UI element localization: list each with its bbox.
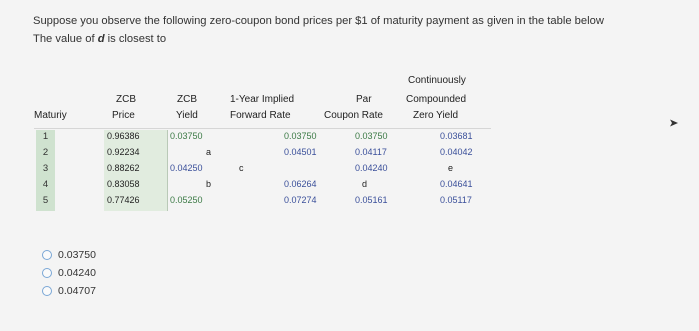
option-1[interactable] bbox=[42, 247, 162, 263]
option-label: 0.04240 bbox=[58, 267, 96, 279]
forward-cell: 0.03750 bbox=[284, 131, 317, 141]
price-cell: 0.77426 bbox=[107, 195, 140, 205]
yield-cell: 0.05250 bbox=[170, 195, 203, 205]
header-cc-line2: Compounded bbox=[406, 94, 467, 105]
maturity-cell: 3 bbox=[42, 163, 49, 174]
question-line-1: Suppose you observe the following zero-coupon bond prices per $1 of maturity payment as given in the table below bbox=[33, 15, 604, 27]
cc-cell: 0.04641 bbox=[440, 179, 473, 189]
par-cell: d bbox=[362, 179, 368, 189]
yield-cell: 0.03750 bbox=[170, 131, 203, 141]
price-cell: 0.83058 bbox=[107, 179, 140, 189]
forward-cell: c bbox=[239, 163, 244, 173]
option-label: 0.03750 bbox=[58, 249, 96, 261]
header-zcb-price-line1: ZCB bbox=[116, 94, 136, 105]
cc-cell: 0.05117 bbox=[440, 195, 472, 205]
cc-cell: 0.04042 bbox=[440, 147, 473, 157]
header-forward-line1: 1-Year Implied bbox=[230, 94, 295, 105]
header-par-line1: Par bbox=[356, 94, 372, 105]
cursor-icon bbox=[669, 118, 679, 128]
yield-cell: b bbox=[206, 179, 212, 189]
forward-cell: 0.07274 bbox=[284, 195, 317, 205]
header-divider bbox=[34, 128, 491, 129]
question-variable: d bbox=[97, 33, 105, 45]
par-cell: 0.03750 bbox=[355, 131, 388, 141]
radio-button[interactable] bbox=[42, 268, 52, 278]
question-text bbox=[33, 12, 693, 48]
header-cc-line3: Zero Yield bbox=[413, 110, 459, 121]
price-cell: 0.92234 bbox=[107, 147, 140, 157]
maturity-cell: 4 bbox=[42, 179, 49, 190]
option-2[interactable] bbox=[42, 265, 162, 281]
header-zcb-yield-line2: Yield bbox=[176, 110, 198, 121]
question-line-2-suffix: is closest to bbox=[104, 33, 167, 45]
radio-button[interactable] bbox=[42, 250, 52, 260]
header-par-line2: Coupon Rate bbox=[324, 110, 383, 121]
option-label: 0.04707 bbox=[58, 285, 96, 297]
radio-button[interactable] bbox=[42, 286, 52, 296]
maturity-cell: 5 bbox=[42, 195, 49, 206]
par-cell: 0.05161 bbox=[355, 195, 388, 205]
header-zcb-price-line2: Price bbox=[112, 110, 135, 121]
maturity-cell: 2 bbox=[42, 147, 49, 158]
yield-cell: a bbox=[206, 147, 212, 157]
cc-cell: 0.03681 bbox=[440, 131, 473, 141]
price-cell: 0.96386 bbox=[107, 131, 140, 141]
par-cell: 0.04117 bbox=[355, 147, 387, 157]
question-line-2 bbox=[33, 30, 693, 48]
price-cell: 0.88262 bbox=[107, 163, 140, 173]
forward-cell: 0.04501 bbox=[284, 147, 317, 157]
header-zcb-yield-line1: ZCB bbox=[177, 94, 197, 105]
par-cell: 0.04240 bbox=[355, 163, 388, 173]
forward-cell: 0.06264 bbox=[284, 179, 317, 189]
cc-cell: e bbox=[448, 163, 454, 173]
header-forward-line2: Forward Rate bbox=[230, 110, 291, 121]
question-line-2-prefix: The value of bbox=[33, 33, 98, 45]
maturity-cell: 1 bbox=[42, 131, 49, 142]
header-cc-line1: Continuously bbox=[408, 75, 466, 86]
header-maturity: Maturiy bbox=[34, 110, 67, 121]
price-column-divider bbox=[167, 130, 168, 211]
yield-cell: 0.04250 bbox=[170, 163, 203, 173]
option-3[interactable] bbox=[42, 283, 162, 299]
